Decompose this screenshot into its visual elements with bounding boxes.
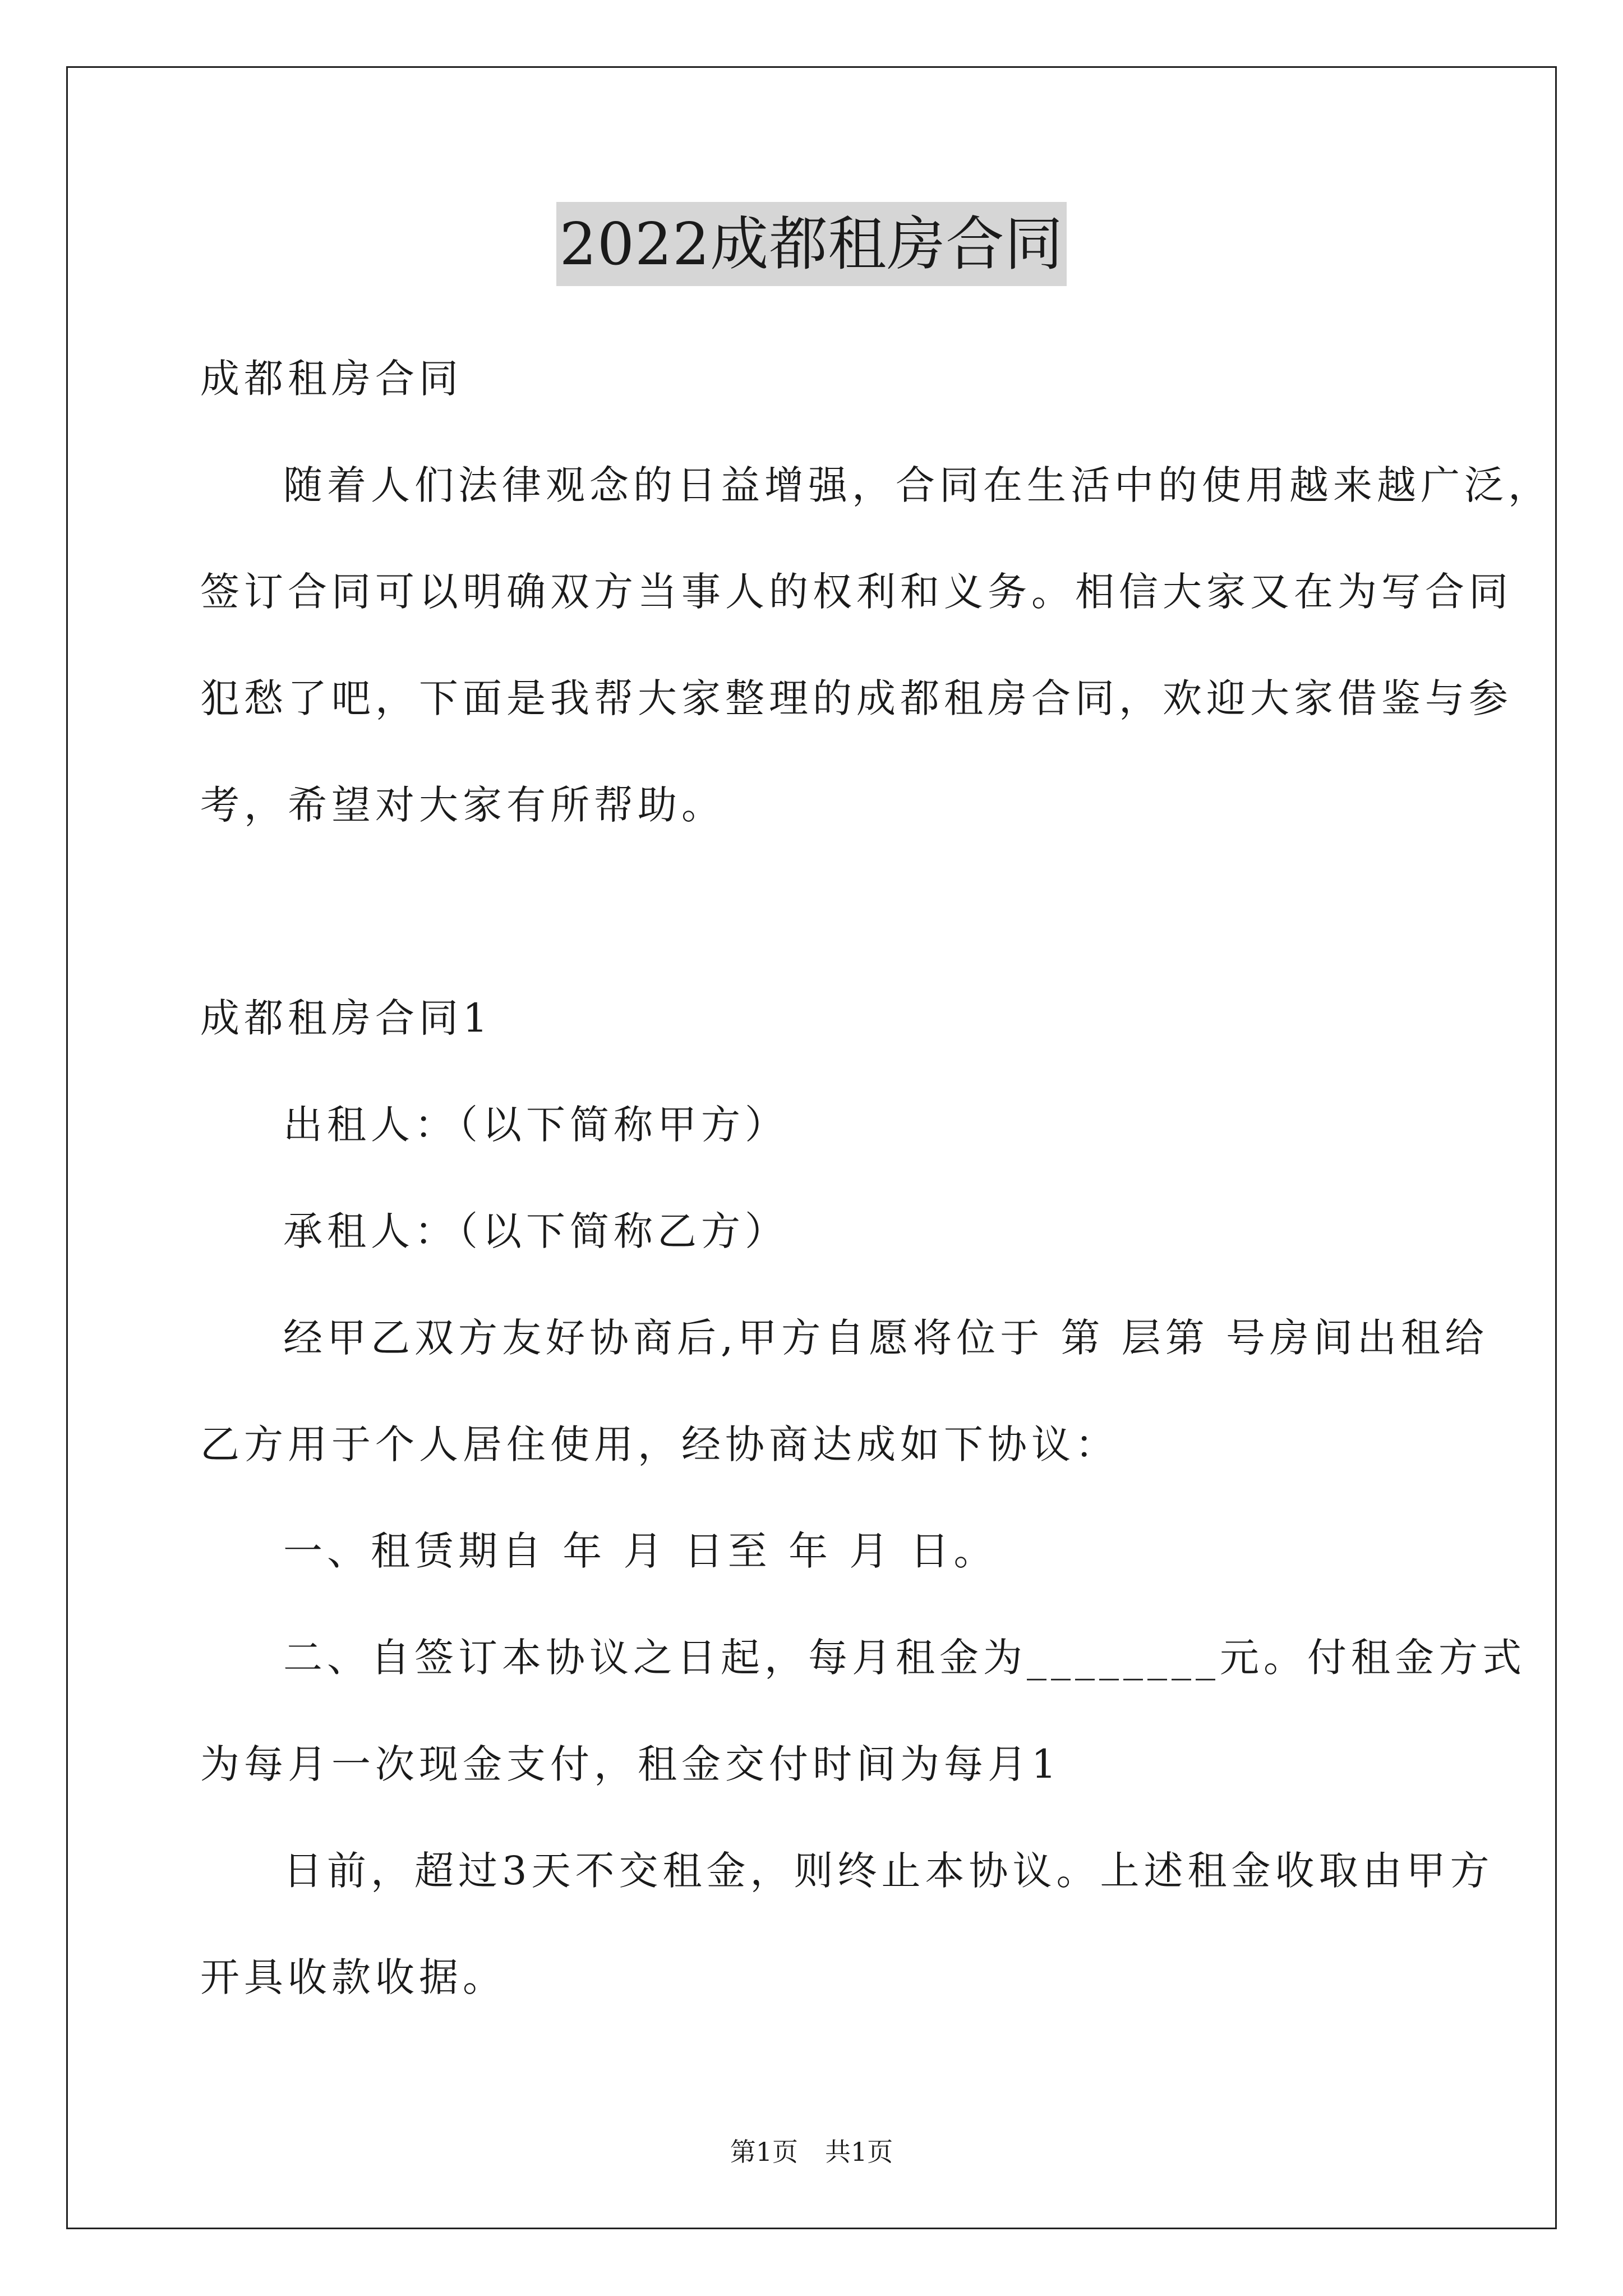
section-heading: 成都租房合同 bbox=[200, 356, 463, 402]
paragraph-line: 经甲乙双方友好协商后,甲方自愿将位于 第 层第 号房间出租给 bbox=[283, 1315, 1489, 1361]
clause-line: 一、租赁期自 年 月 日至 年 月 日。 bbox=[283, 1528, 998, 1574]
page-number: 第1页 bbox=[730, 2137, 798, 2167]
document-title: 2022成都租房合同 bbox=[556, 202, 1067, 286]
paragraph-line: 犯愁了吧，下面是我帮大家整理的成都租房合同，欢迎大家借鉴与参 bbox=[200, 675, 1513, 721]
lessee-line: 承租人：（以下简称乙方） bbox=[283, 1208, 789, 1254]
paragraph-line: 日前，超过3天不交租金，则终止本协议。上述租金收取由甲方 bbox=[283, 1848, 1494, 1894]
paragraph-line: 随着人们法律观念的日益增强，合同在生活中的使用越来越广泛， bbox=[283, 462, 1552, 508]
paragraph-line: 开具收款收据。 bbox=[200, 1954, 506, 2000]
document-body bbox=[200, 348, 1552, 2053]
paragraph-line: 考，希望对大家有所帮助。 bbox=[200, 782, 725, 828]
paragraph-line: 签订合同可以明确双方当事人的权利和义务。相信大家又在为写合同 bbox=[200, 569, 1513, 615]
clause-line: 二、自签订本协议之日起，每月租金为________元。付租金方式 bbox=[283, 1635, 1526, 1681]
section-heading: 成都租房合同1 bbox=[200, 995, 492, 1041]
page-footer bbox=[0, 2132, 1623, 2169]
lessor-line: 出租人：（以下简称甲方） bbox=[283, 1102, 789, 1148]
paragraph-line: 为每月一次现金支付，租金交付时间为每月1 bbox=[200, 1741, 1061, 1787]
spacer bbox=[200, 881, 1434, 987]
title-container bbox=[0, 202, 1623, 286]
paragraph-line: 乙方用于个人居住使用，经协商达成如下协议： bbox=[200, 1421, 1119, 1467]
page-total: 共1页 bbox=[825, 2137, 893, 2167]
